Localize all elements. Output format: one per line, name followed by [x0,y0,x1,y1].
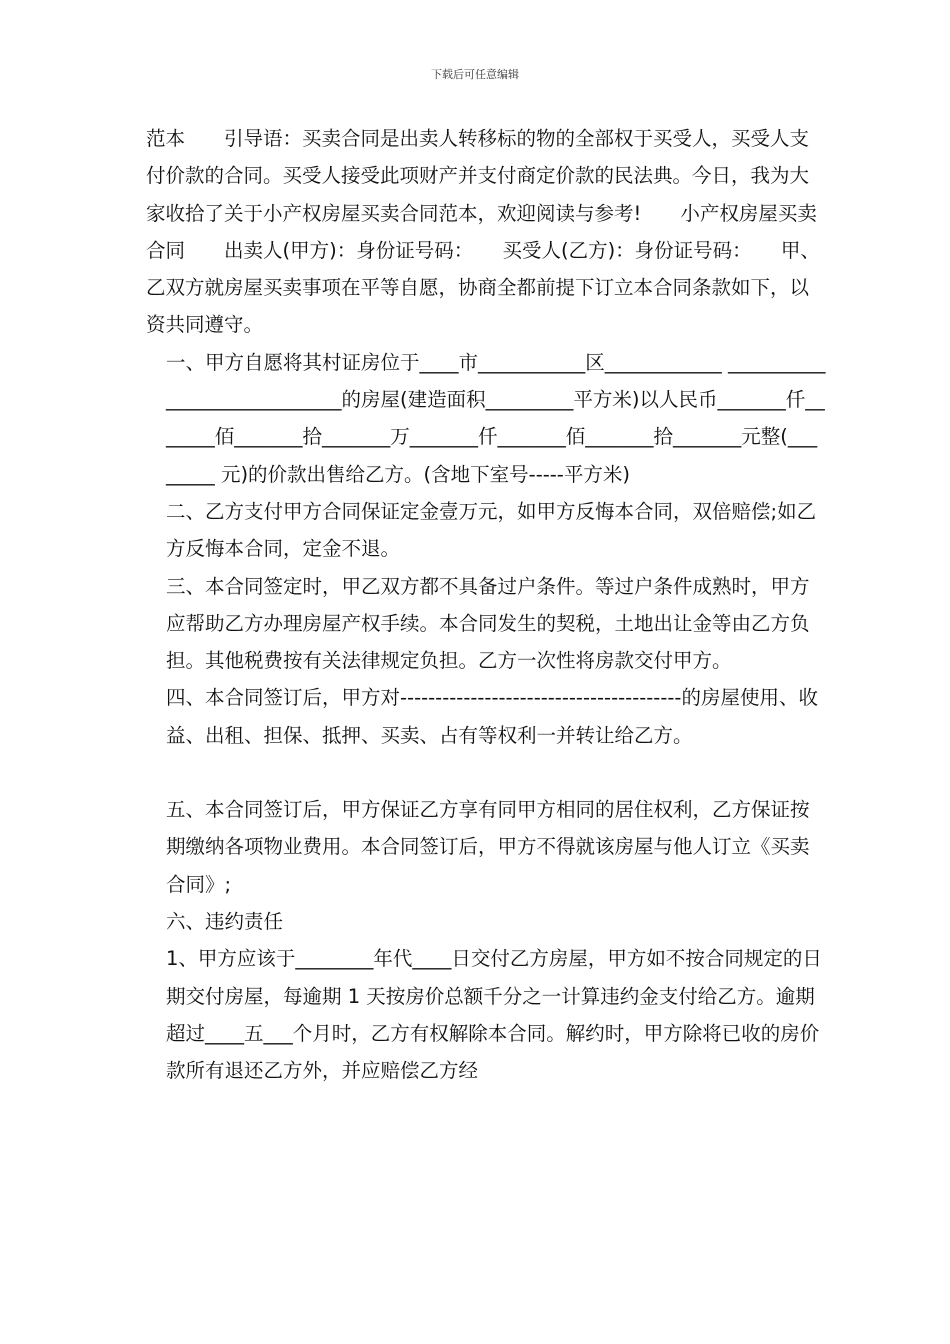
clause-5-paragraph: 五、本合同签订后，甲方保证乙方享有同甲方相同的居住权利，乙方保证按期缴纳各项物业费用。本合同签订后，甲方不得就该房屋与他人订立《买卖合同》; [166,798,810,896]
clause-6-item-1-paragraph: 1、甲方应该于________年代____日交付乙方房屋，甲方如不按合同规定的日期交付房屋，每逾期 1 天按房价总额千分之一计算违约金支付给乙方。逾期超过____五___个月时，乙方有权解除本合同。解约时，甲方除将已收的房价款所有退还乙方外，并应赔偿乙方经 [166,947,822,1083]
intro-paragraph: 范本 引导语：买卖合同是出卖人转移标的物的全部权于买受人，买受人支付价款的合同。买受人接受此项财产并支付商定价款的民法典。今日，我为大家收拾了关于小产权房屋买卖合同范本，欢迎阅读与参考! 小产权房屋买卖合同 出卖人(甲方)：身份证号码： 买受人(乙方)：身份证号码： 甲、乙双方就房屋买卖事项在平等自愿，协商全都前提下订立本合同条款如下，以资共同遵守。 [146,127,820,337]
document-body [146,120,826,1089]
clause-4-paragraph: 四、本合同签订后，甲方对----------------------------------------的房屋使用、收益、出租、担保、抵押、买卖、占有等权利一并转让给乙方。 [166,686,818,747]
page-header: 下载后可任意编辑 [431,68,519,81]
clause-6-heading: 六、违约责任 [166,909,284,933]
clause-1-paragraph: 一、甲方自愿将其村证房位于____市___________区____________ ____________________________的房屋(建造面积_________平方米)以人民币_______仟_______佰_______拾_______万_______仟_______佰_______拾_______元整(________ 元)的价款出售给乙方。(含地下室号-----平方米) [166,350,826,486]
clause-3-paragraph: 三、本合同签定时，甲乙双方都不具备过户条件。等过户条件成熟时，甲方应帮助乙方办理房屋产权手续。本合同发生的契税，土地出让金等由乙方负担。其他税费按有关法律规定负担。乙方一次性将房款交付甲方。 [166,574,810,673]
blank-line [146,754,826,791]
clause-2-paragraph: 二、乙方支付甲方合同保证定金壹万元，如甲方反悔本合同，双倍赔偿;如乙方反悔本合同，定金不退。 [166,499,817,561]
